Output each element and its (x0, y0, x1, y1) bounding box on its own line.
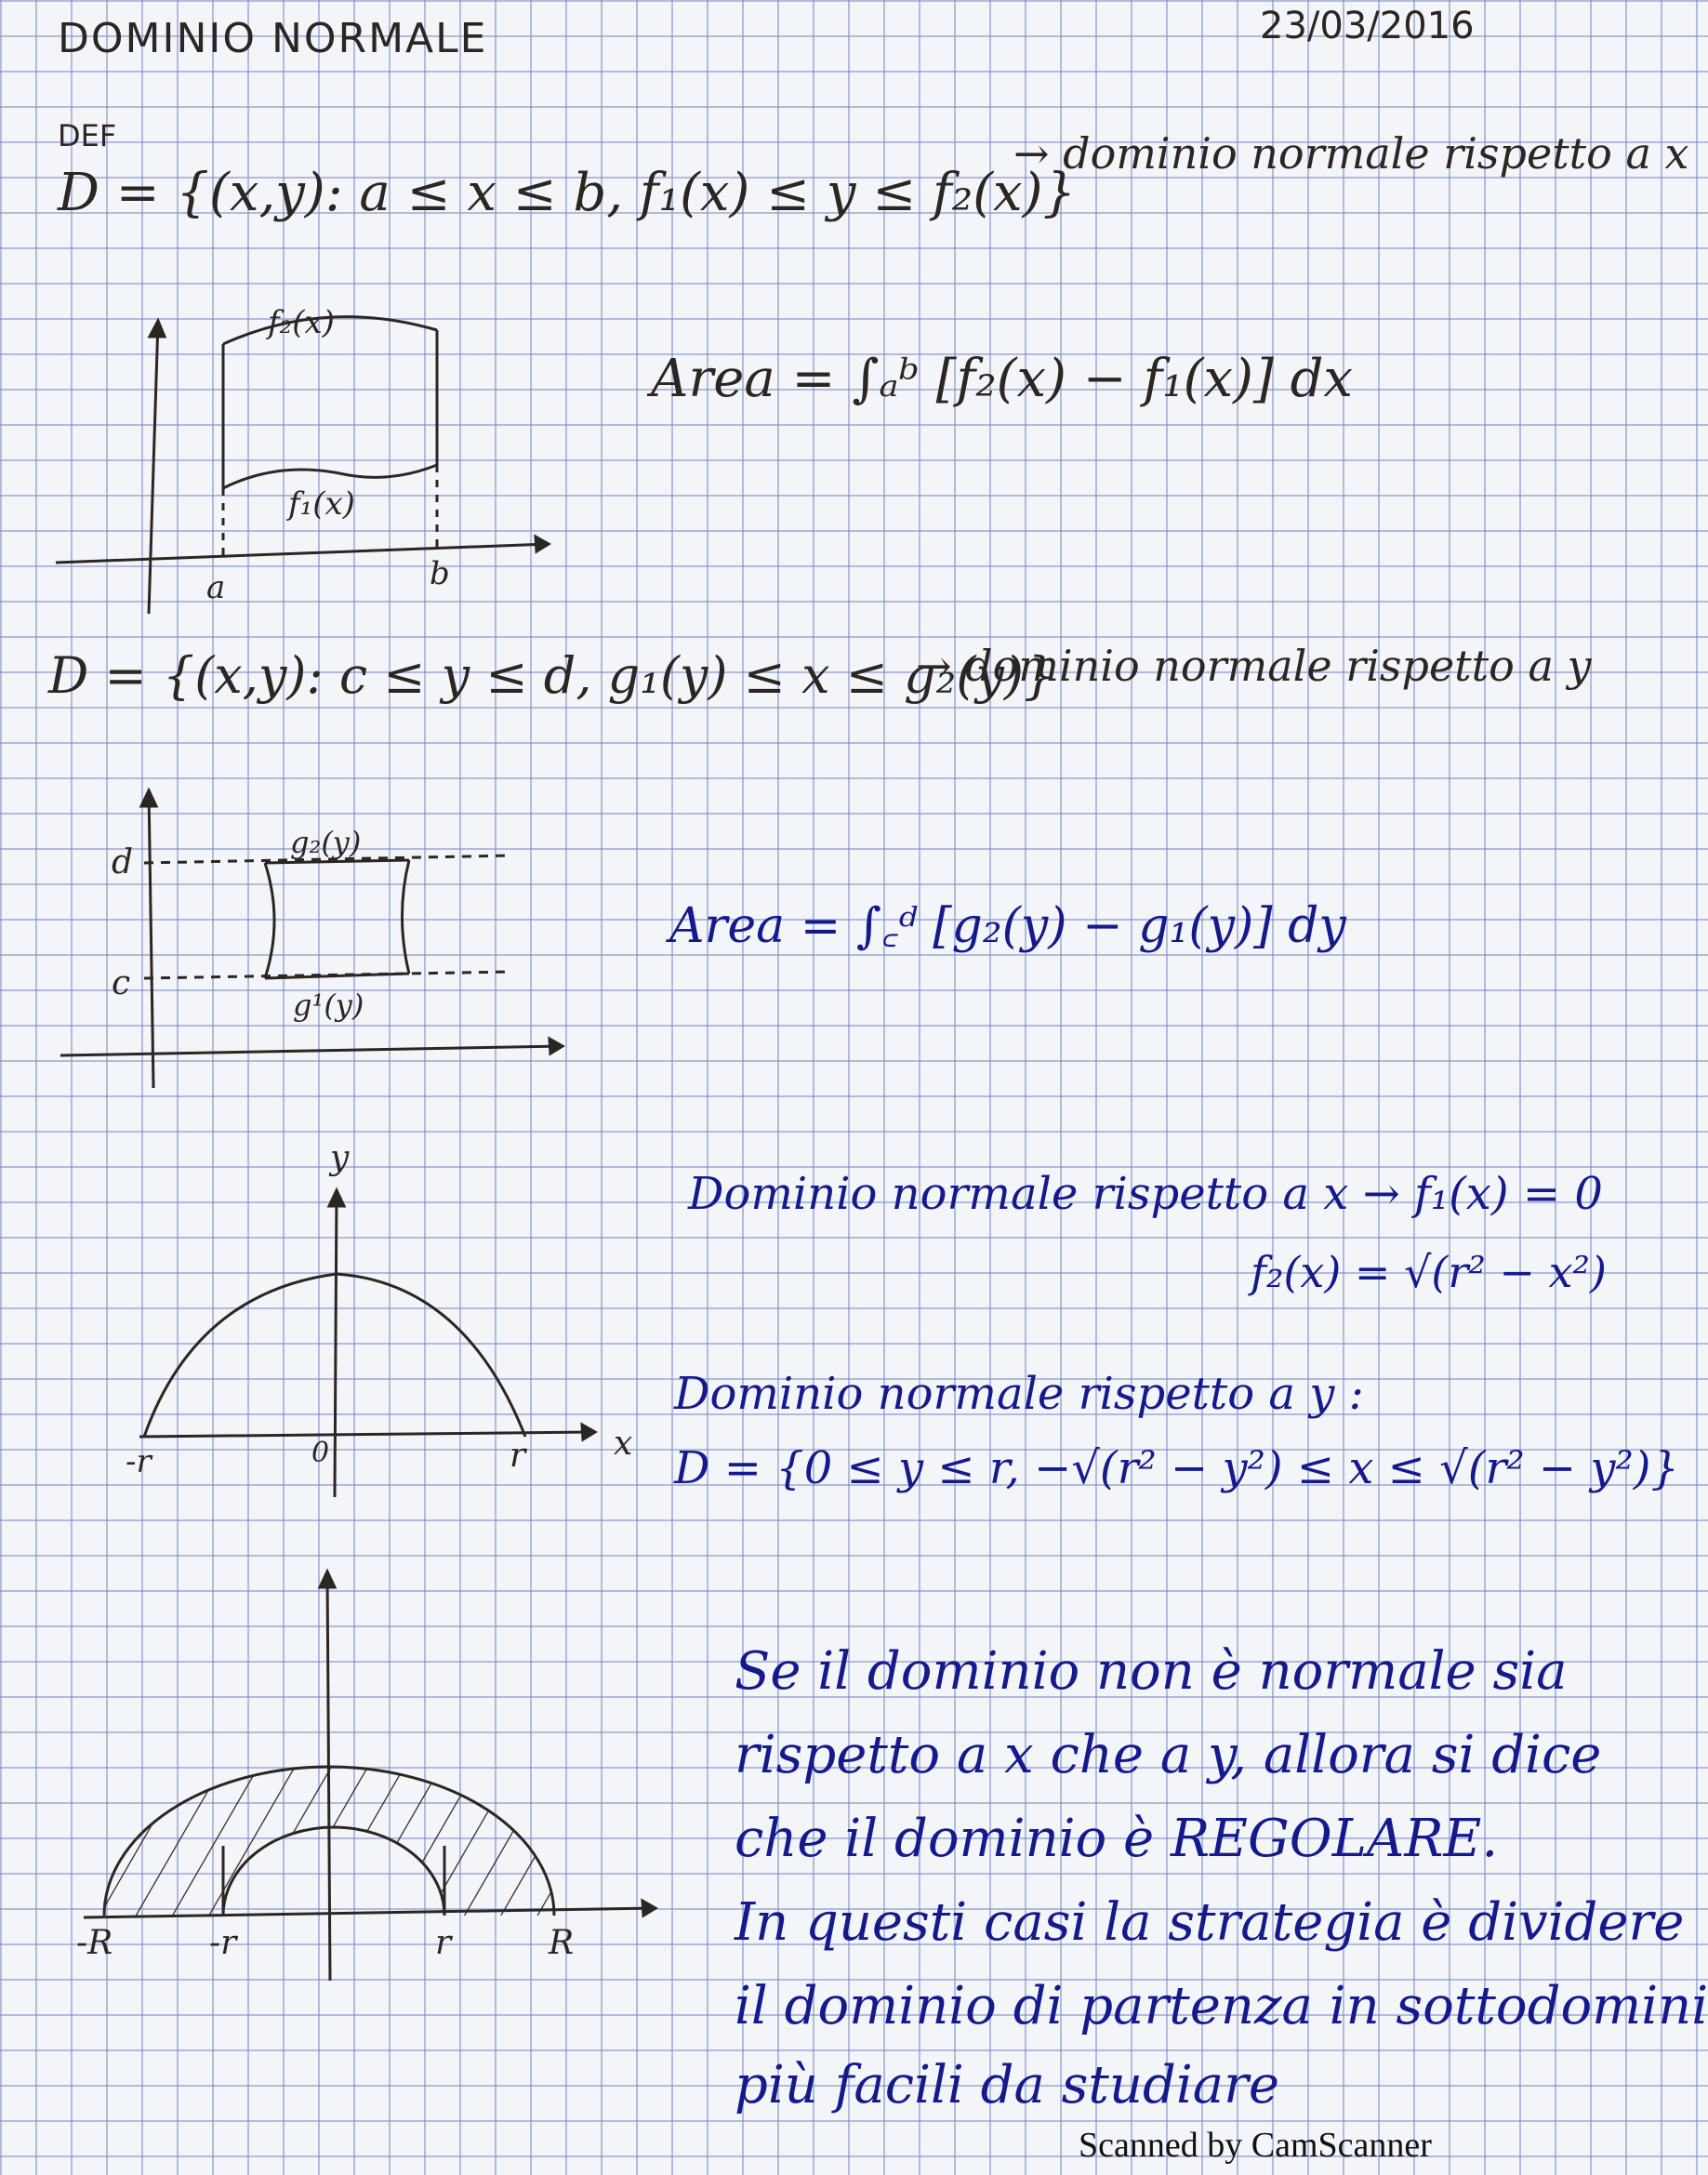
regular-text-line: più facili da studiare (735, 2055, 1280, 2115)
area-y-formula: Area = ∫꜀ᵈ [g₂(y) − g₁(y)] dy (669, 898, 1346, 954)
area-x-formula: Area = ∫ₐᵇ [f₂(x) − f₁(x)] dx (651, 349, 1354, 409)
semicircle-x-line1: Dominio normale rispetto a x → f₁(x) = 0 (688, 1168, 1603, 1220)
lower-curve-label: f₁(x) (288, 485, 355, 523)
y-axis (327, 1572, 330, 1981)
semicircle-y-line1: Dominio normale rispetto a y : (674, 1368, 1364, 1420)
regular-text-line: Se il dominio non è normale sia (735, 1641, 1568, 1702)
c-label: c (112, 964, 131, 1002)
regular-text-line: rispetto a x che a y, allora si dice (735, 1725, 1602, 1785)
domain-x-note: → dominio normale rispetto a x (1013, 128, 1689, 179)
y-axis-label: y (330, 1139, 350, 1177)
definition-label: DEF (58, 118, 117, 153)
minus-R-label: -R (76, 1924, 113, 1962)
date: 23/03/2016 (1260, 5, 1475, 47)
domain-y-note: → dominio normale rispetto a y (916, 641, 1592, 691)
upper-curve-label: f₂(x) (268, 304, 335, 341)
b-label: b (430, 555, 450, 592)
regular-text-line: che il dominio è REGOLARE. (735, 1809, 1499, 1869)
minus-r-label: -r (126, 1443, 152, 1480)
x-axis-label: x (614, 1425, 633, 1463)
page-title: DOMINIO NORMALE (58, 15, 488, 62)
y-axis-arrow (320, 1572, 335, 1587)
domain-y-definition: D = {(x,y): c ≤ y ≤ d, g₁(y) ≤ x ≤ g₂(y)} (48, 646, 1056, 705)
a-label: a (206, 569, 226, 606)
semicircle-x-line2: f₂(x) = √(r² − x²) (1251, 1247, 1607, 1297)
domain-x-definition: D = {(x,y): a ≤ x ≤ b, f₁(x) ≤ y ≤ f₂(x)} (58, 163, 1077, 223)
upper-curve-label: g₂(y) (290, 825, 362, 860)
scanner-watermark: Scanned by CamScanner (1079, 2126, 1432, 2165)
d-label: d (112, 843, 134, 882)
regular-text-line: il dominio di partenza in sottodomini (735, 1976, 1708, 2036)
x-axis-arrow (642, 1901, 655, 1916)
semicircle-y-line2: D = {0 ≤ y ≤ r, −√(r² − y²) ≤ x ≤ √(r² − y²)} (674, 1442, 1680, 1494)
minus-r-label: -r (209, 1924, 237, 1962)
origin-label: 0 (311, 1437, 330, 1469)
r-label: r (510, 1437, 526, 1475)
regular-text-line: In questi casi la strategia è dividere (735, 1892, 1685, 1953)
r-label: r (435, 1924, 452, 1962)
R-label: R (549, 1924, 575, 1962)
lower-curve-label: g¹(y) (293, 988, 364, 1023)
